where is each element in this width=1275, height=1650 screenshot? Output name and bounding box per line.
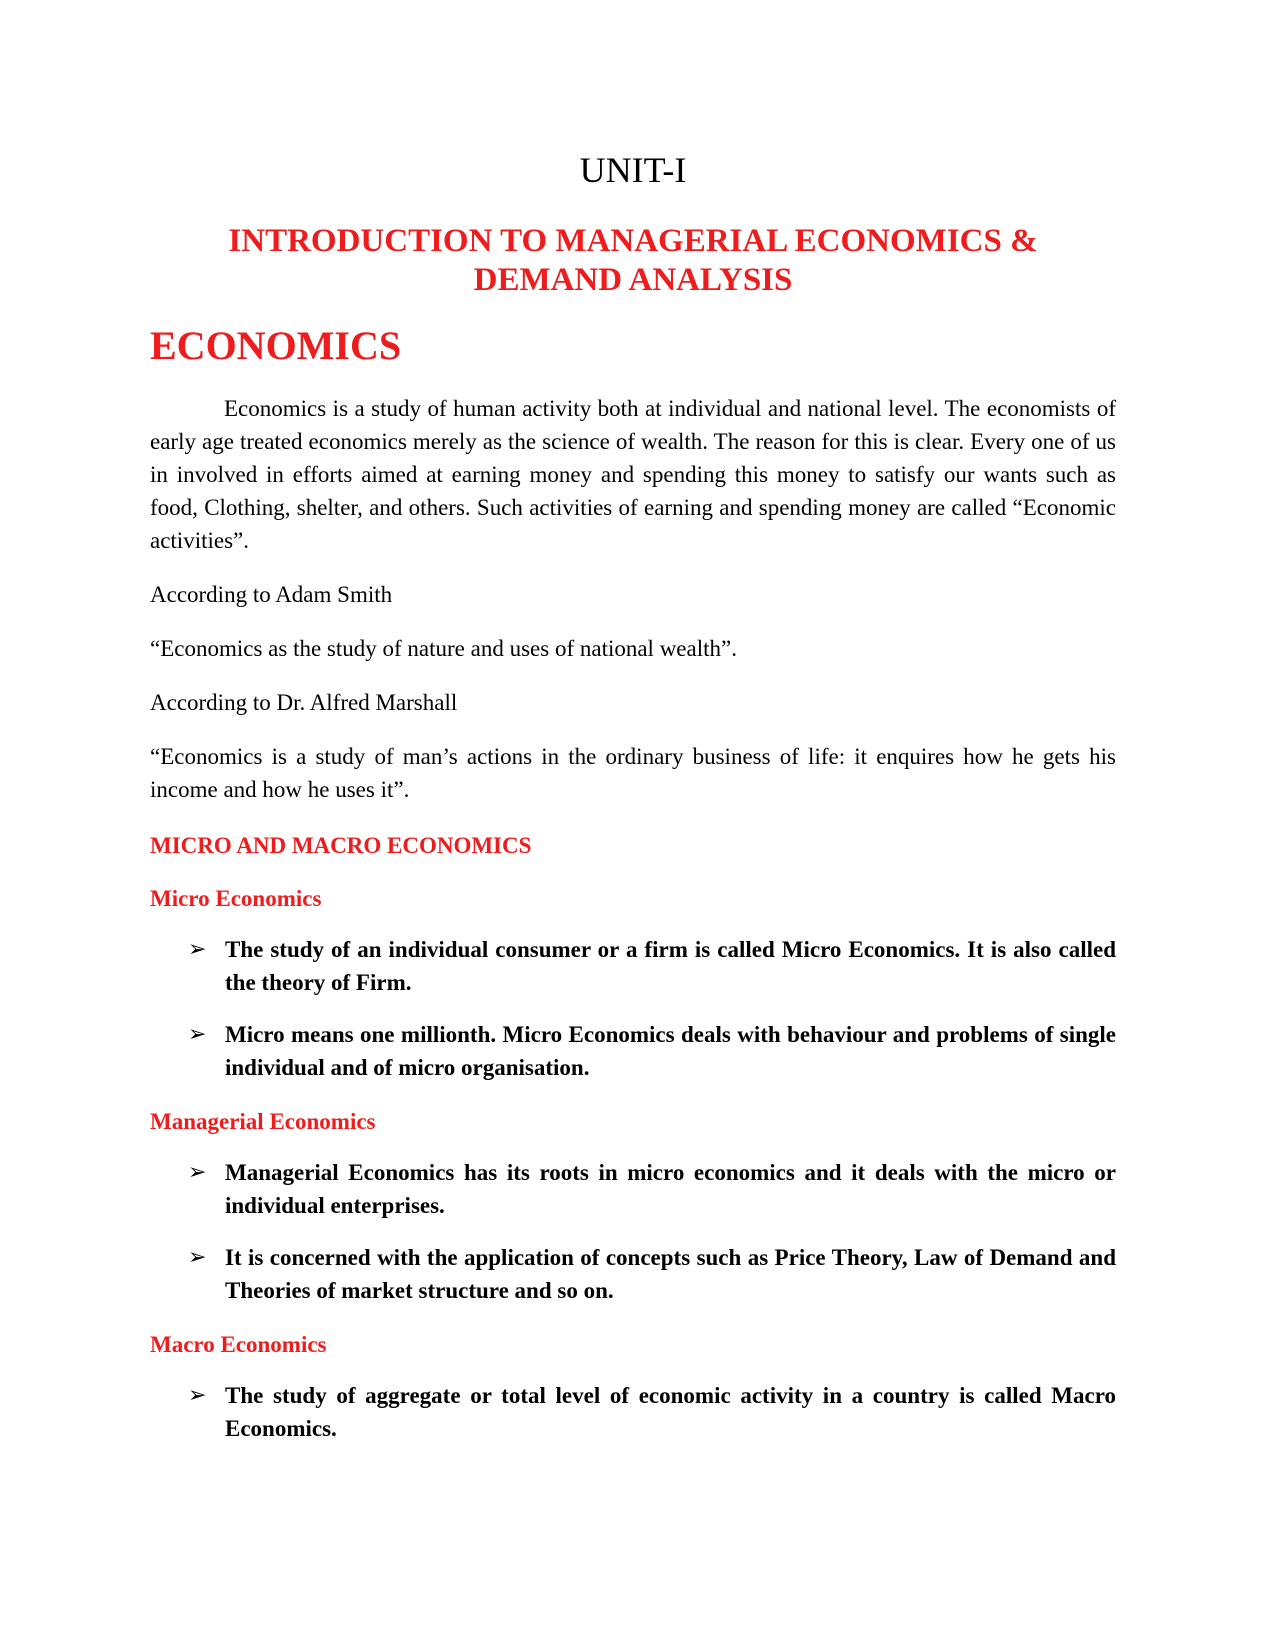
main-title-line-1: INTRODUCTION TO MANAGERIAL ECONOMICS & [228,223,1038,259]
managerial-economics-list [150,1156,1116,1307]
list-item-text: The study of an individual consumer or a firm is called Micro Economics. It is also called the theory of Firm. [225,937,1116,995]
arrow-bullet-icon: ➢ [188,1383,207,1408]
macro-economics-list [150,1379,1116,1445]
economics-heading: ECONOMICS [150,323,402,368]
main-title-line-2: DEMAND ANALYSIS [473,262,793,298]
list-item-text: Managerial Economics has its roots in micro economics and it deals with the micro or individual enterprises. [225,1160,1116,1218]
list-item [150,933,1116,999]
micro-economics-list [150,933,1116,1084]
micro-macro-heading: MICRO AND MACRO ECONOMICS [150,833,532,858]
adam-smith-quote: “Economics as the study of nature and uses of national wealth”. [150,636,737,661]
list-item [150,1156,1116,1222]
arrow-bullet-icon: ➢ [188,1160,207,1185]
list-item-text: Micro means one millionth. Micro Economics deals with behaviour and problems of single individual and of micro organisation. [225,1022,1116,1080]
arrow-bullet-icon: ➢ [188,1245,207,1270]
adam-smith-attribution: According to Adam Smith [150,582,393,607]
main-title [150,222,1116,300]
page-content [150,150,1116,1445]
micro-economics-heading: Micro Economics [150,886,322,911]
unit-title: UNIT-I [579,150,687,190]
arrow-bullet-icon: ➢ [188,1022,207,1047]
macro-economics-heading: Macro Economics [150,1332,327,1357]
list-item [150,1241,1116,1307]
arrow-bullet-icon: ➢ [188,937,207,962]
list-item-text: The study of aggregate or total level of economic activity in a country is called Macro Economics. [225,1383,1116,1441]
marshall-attribution: According to Dr. Alfred Marshall [150,690,458,715]
marshall-quote: “Economics is a study of man’s actions in the ordinary business of life: it enquires how he gets his income and how he uses it”. [150,744,1116,802]
list-item [150,1379,1116,1445]
list-item-text: It is concerned with the application of concepts such as Price Theory, Law of Demand and Theories of market structure and so on. [225,1245,1116,1303]
managerial-economics-heading: Managerial Economics [150,1109,376,1134]
list-item [150,1018,1116,1084]
intro-paragraph: Economics is a study of human activity both at individual and national level. The economists of early age treated economics merely as the science of wealth. The reason for this is clear. Every one of us in involved in efforts aimed at earning money and spending this money to satisfy our wants such as food, Clothing, shelter, and others. Such activities of earning and spending money are called “Economic activities”. [150,396,1116,553]
